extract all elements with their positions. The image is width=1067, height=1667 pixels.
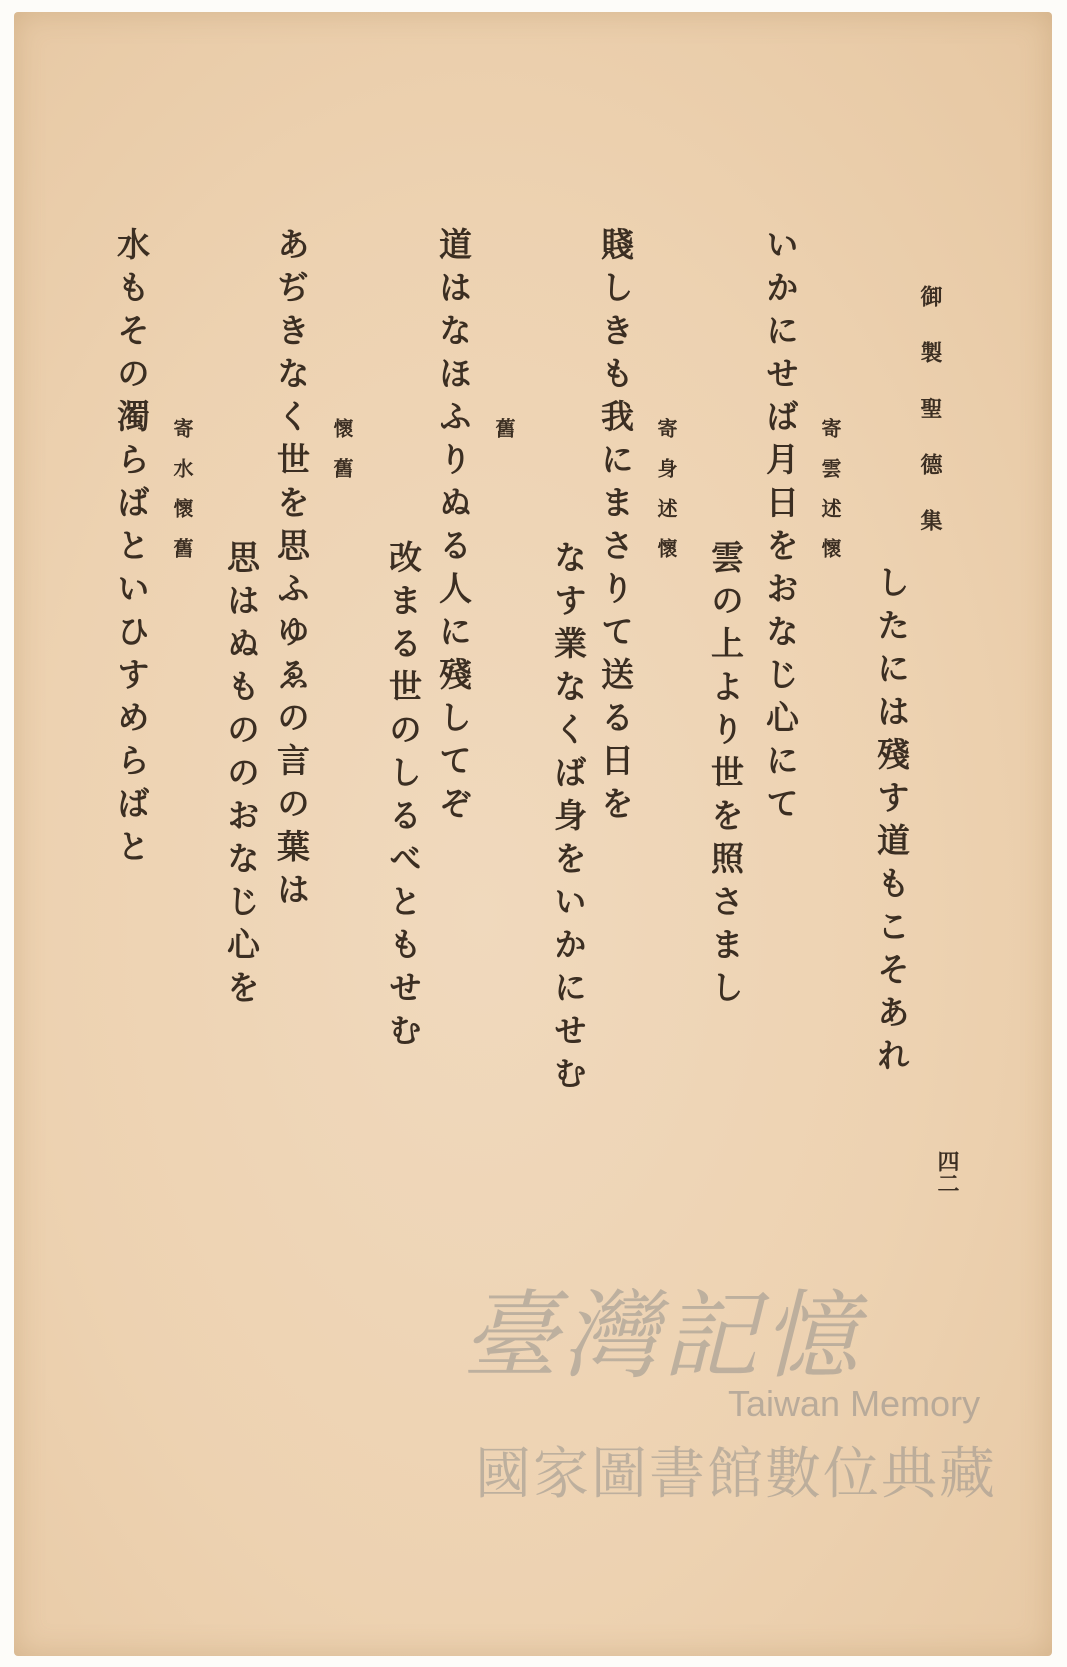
watermark-calligraphy: 臺灣記憶: [462, 1280, 862, 1392]
poem-line: あぢきなく世を思ふゆゑの言の葉は: [272, 227, 311, 915]
poem-line: なす業なくば身をいかにせむ: [549, 540, 588, 1099]
poem-title: 寄水懷舊: [170, 418, 194, 578]
poem-line: 改まる世のしるべともせむ: [384, 540, 423, 1056]
watermark-english: Taiwan Memory: [728, 1383, 981, 1424]
watermark-chinese: 國家圖書館數位典藏: [475, 1442, 997, 1507]
page-number: 四二: [934, 1150, 960, 1194]
poem-line: したには殘す道もこそあれ: [872, 565, 911, 1081]
poem-line: 水もその濁らばといひすめらばと: [112, 227, 151, 872]
poem-line: 雲の上より世を照さまし: [706, 540, 745, 1013]
poem-line: 賤しきも我にまさりて送る日を: [596, 227, 635, 829]
poem-line: 道はなほふりぬる人に殘してぞ: [434, 227, 473, 829]
poem-title: 舊: [492, 418, 516, 458]
running-header: 御製聖德集: [917, 285, 943, 565]
poem-title: 懷舊: [330, 418, 354, 498]
poem-line: いかにせば月日をおなじ心にて: [761, 227, 800, 829]
poem-line: 思はぬもののおなじ心を: [222, 540, 261, 1013]
poem-title: 寄雲述懷: [818, 418, 842, 578]
poem-title: 寄身述懷: [654, 418, 678, 578]
